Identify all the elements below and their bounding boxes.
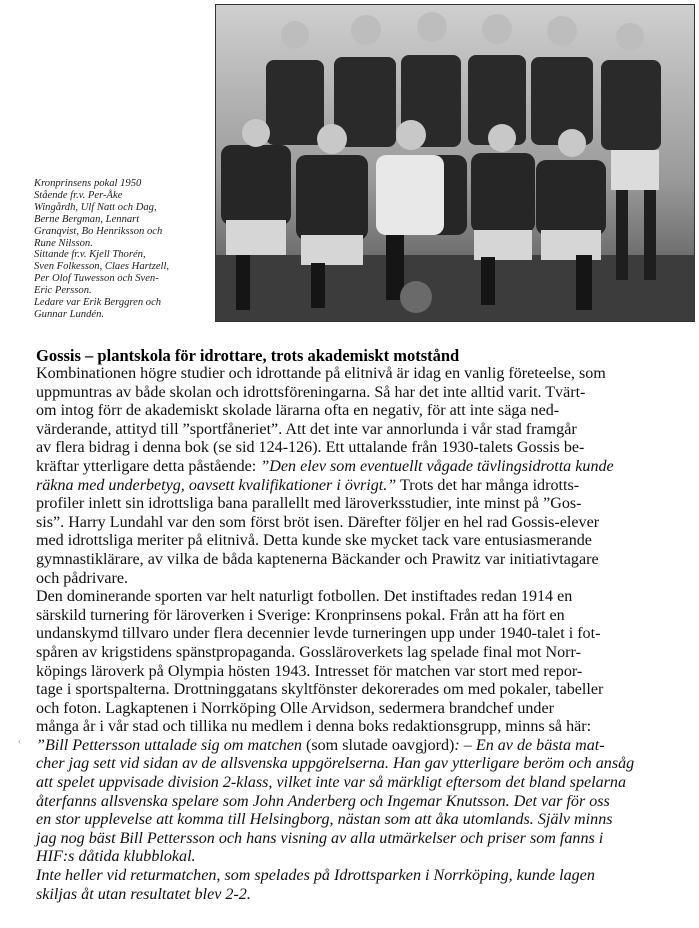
italic-quote-text: jag nog bäst Bill Pettersson och hans visning av alla utmärkelser och priser som fanns i bbox=[36, 829, 604, 847]
body-line bbox=[36, 588, 691, 607]
caption-line: Sittande fr.v. Kjell Thorén, bbox=[34, 249, 146, 261]
body-text-segment: sis”. Harry Lundahl var den som först bröt isen. Därefter följer en hel rad Gossis-elever bbox=[36, 513, 600, 531]
caption-line: Granqvist, Bo Henriksson och bbox=[34, 225, 163, 237]
body-line bbox=[36, 365, 691, 384]
caption-line: Eric Persson. bbox=[34, 285, 92, 297]
caption-line: Sven Folkesson, Claes Hartzell, bbox=[34, 261, 170, 273]
body-line bbox=[36, 755, 691, 774]
body-line bbox=[36, 421, 691, 440]
body-text-segment: och foton. Lagkaptenen i Norrköping Olle Arvidson, sedermera brandchef under bbox=[36, 699, 554, 717]
body-text-segment: många år i vår stad och tillika nu medlem i denna boks redaktionsgrupp, minns så här: bbox=[36, 718, 592, 736]
italic-quote-text: en stor upplevelse att komma till Helsingborg, nästan som att åka utomlands. Själv minns bbox=[36, 811, 613, 829]
caption-line: Berne Bergman, Lennart bbox=[34, 213, 140, 225]
body-line bbox=[36, 570, 691, 589]
caption-line: Rune Nilsson. bbox=[34, 237, 93, 249]
italic-quote-text: HIF:s dåtida klubblokal. bbox=[36, 848, 196, 866]
body-text-segment: köpings läroverk på Olympia hösten 1943. Intresset för matchen var stort med repor- bbox=[36, 662, 583, 680]
body-line bbox=[36, 551, 691, 570]
caption-line: Gunnar Lundén. bbox=[34, 308, 105, 320]
body-text-segment: uppmuntras av både skolan och idrottsföreningarna. Så har det inte alltid varit. Tvärt- bbox=[36, 383, 586, 401]
italic-quote-text: ”Den elev som eventuellt vågade tävlingsidrotta kunde bbox=[260, 457, 614, 475]
italic-quote-text: ”Bill Pettersson uttalade sig om matchen bbox=[36, 736, 302, 754]
body-line bbox=[36, 867, 691, 886]
body-line bbox=[36, 644, 691, 663]
italic-quote-text: Inte heller vid returmatchen, som spelades på Idrottsparken i Norrköping, kunde lagen bbox=[36, 867, 595, 885]
caption-line: Kronprinsens pokal 1950 bbox=[34, 178, 142, 189]
italic-quote-text: : – En av de bästa mat- bbox=[454, 736, 605, 754]
body-line bbox=[36, 477, 691, 496]
body-line bbox=[36, 681, 691, 700]
body-text-segment: gymnastiklärare, av vilka de båda kaptenerna Bäckander och Prawitz var initiativtagare bbox=[36, 550, 599, 568]
body-text-segment: tage i sportspalterna. Drottninggatans skyltfönster dekorerades om med pokaler, tabeller bbox=[36, 681, 604, 699]
body-line bbox=[36, 663, 691, 682]
body-text-segment: med idrottsliga meriter på elitnivå. Detta kunde ske mycket tack vare entusiasmerande bbox=[36, 532, 592, 550]
body-line bbox=[36, 384, 691, 403]
italic-quote-text: räkna med underbetyg, oavsett kvalifikationer i övrigt.” bbox=[36, 476, 397, 494]
italic-quote-text: skiljas åt utan resultatet blev 2-2. bbox=[36, 885, 251, 903]
body-line bbox=[36, 458, 691, 477]
italic-quote-text: återfanns allsvenska spelare som John Anderberg och Ingemar Knutsson. Det var för oss bbox=[36, 792, 610, 810]
body-text-segment: (som slutade oavgjord) bbox=[301, 736, 455, 754]
body-text-segment: spåren av krigstidens spänstpropaganda. Gossläroverkets lag spelade final mot Norr- bbox=[36, 643, 581, 661]
italic-quote-text: att spelet uppvisade division 2-klass, vilket inte var så märkligt eftersom det bland spelarna bbox=[36, 774, 627, 792]
body-line bbox=[36, 625, 691, 644]
body-line bbox=[36, 514, 691, 533]
body-line bbox=[36, 532, 691, 551]
article-body bbox=[36, 365, 691, 904]
body-line bbox=[36, 700, 691, 719]
body-line bbox=[36, 830, 691, 849]
caption-line: Wingårdh, Ulf Natt och Dag, bbox=[34, 201, 157, 213]
body-line bbox=[36, 793, 691, 812]
caption-line: Per Olof Tuwesson och Sven- bbox=[34, 273, 159, 285]
photo-caption bbox=[34, 178, 204, 321]
margin-mark: ‹ bbox=[18, 736, 21, 746]
caption-line: Ledare var Erik Berggren och bbox=[34, 297, 162, 309]
body-text-segment: Trots det har många idrotts- bbox=[396, 476, 580, 494]
body-line bbox=[36, 718, 691, 737]
body-line bbox=[36, 811, 691, 830]
body-line bbox=[36, 495, 691, 514]
italic-quote-text: cher jag sett vid sidan av de allsvenska uppgörelserna. Han gav ytterligare beröm och ansåg bbox=[36, 755, 635, 773]
body-text-segment: av flera bidrag i denna bok (se sid 124-126). Ett uttalande från 1930-talets Gossis be- bbox=[36, 439, 585, 457]
team-photo-illustration bbox=[216, 5, 694, 321]
body-line bbox=[36, 886, 691, 905]
body-line bbox=[36, 607, 691, 626]
body-line bbox=[36, 737, 691, 756]
body-text-segment: värderande, attityd till ”sportfåneriet”. Att det inte var annorlunda i vår stad framgår bbox=[36, 420, 577, 438]
body-line bbox=[36, 774, 691, 793]
team-photo bbox=[215, 4, 695, 322]
body-line bbox=[36, 439, 691, 458]
body-text-segment: undanskymd tillvaro under flera decennier levde turneringen upp under 1940-talet i fot- bbox=[36, 625, 601, 643]
body-text-segment: om intog förr de akademiskt skolade lärarna ofta en negativ, för att inte säga ned- bbox=[36, 402, 560, 420]
body-line bbox=[36, 848, 691, 867]
body-text-segment: och pådrivare. bbox=[36, 569, 129, 587]
article-title: Gossis – plantskola för idrottare, trots akademiskt motstånd bbox=[36, 346, 460, 365]
body-text-segment: profiler inlett sin idrottsliga bana parallellt med läroverksstudier, inte minst på ”Gos- bbox=[36, 495, 582, 513]
caption-line: Stående fr.v. Per-Åke bbox=[34, 189, 123, 201]
body-text-segment: Kombinationen högre studier och idrottande på elitnivå är idag en vanlig företeelse, som bbox=[36, 365, 606, 382]
body-text-segment: Den dominerande sporten var helt naturligt fotbollen. Det instiftades redan 1914 en bbox=[36, 588, 573, 606]
body-text-segment: kräftar ytterligare detta påstående: bbox=[36, 457, 261, 475]
body-text-segment: särskild turnering för läroverken i Sverige: Kronprinsens pokal. Från att ha fört en bbox=[36, 606, 565, 624]
body-line bbox=[36, 402, 691, 421]
